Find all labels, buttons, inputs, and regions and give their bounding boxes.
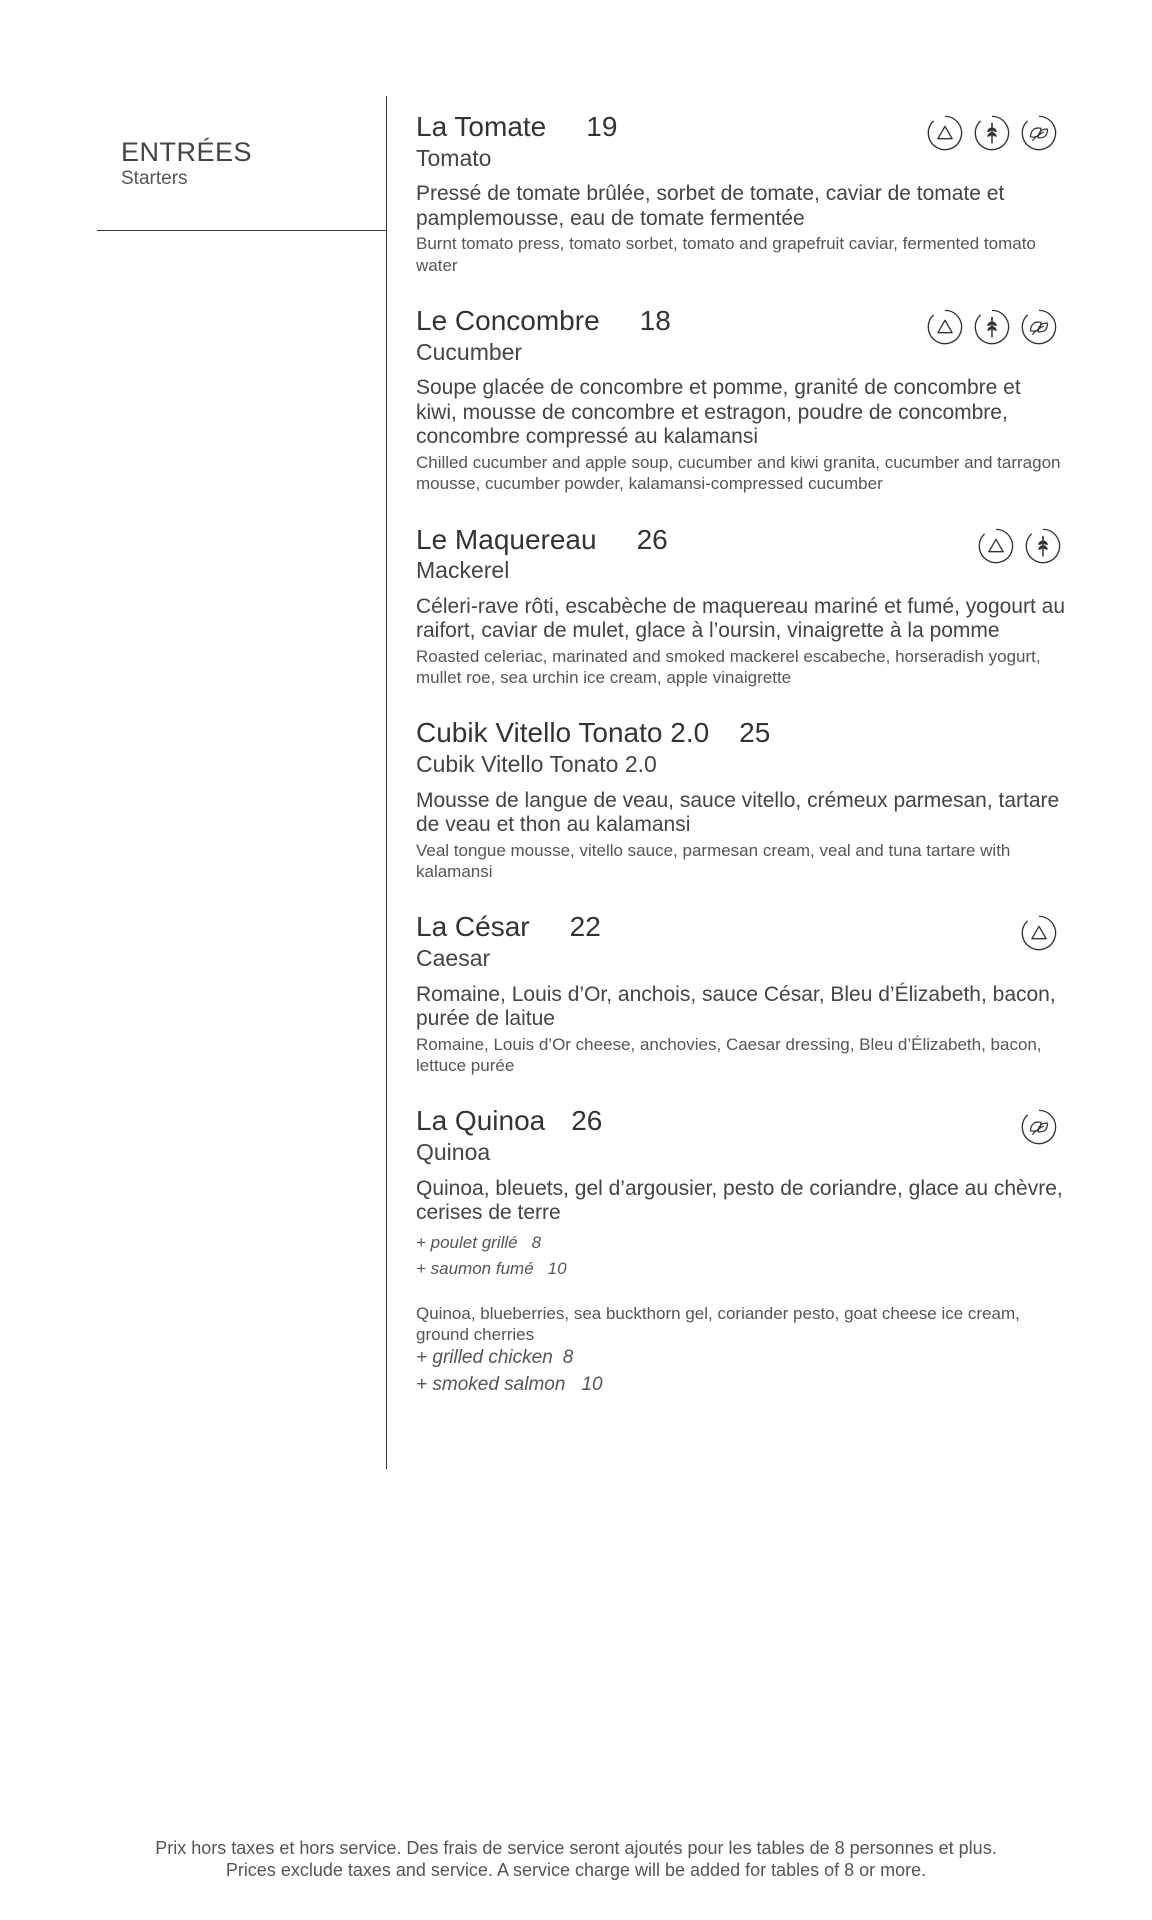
item-description-fr: Céleri-rave rôti, escabèche de maquereau mariné et fumé, yogourt au raifort, caviar de mulet, glace à l’oursin, vinaigrette à la pomme — [416, 594, 1066, 643]
addon-item — [416, 1230, 1066, 1256]
addon-price: 10 — [581, 1373, 603, 1395]
dietary-icons — [926, 114, 1058, 152]
allergen-triangle-icon — [977, 527, 1015, 565]
menu-item — [416, 1104, 1066, 1398]
item-description-en: Chilled cucumber and apple soup, cucumber and kiwi granita, cucumber and tarragon mousse, cucumber powder, kalamansi-compressed cucumber — [416, 453, 1061, 494]
item-name-fr: La César — [416, 911, 530, 943]
item-header — [416, 1104, 1066, 1138]
section-title: ENTRÉES — [121, 137, 253, 167]
item-description-en: Romaine, Louis d’Or cheese, anchovies, Caesar dressing, Bleu d’Élizabeth, bacon, lettuce purée — [416, 1034, 1042, 1076]
item-name-en: Cubik Vitello Tonato 2.0 — [416, 751, 657, 778]
addons-fr — [416, 1230, 1066, 1283]
footer-note — [0, 1838, 1152, 1881]
vegetarian-leaf-icon — [1020, 308, 1058, 346]
item-description-en: Veal tongue mousse, vitello sauce, parmesan cream, veal and tuna tartare with kalamansi — [416, 840, 1011, 882]
item-name-en: Quinoa — [416, 1139, 491, 1165]
item-name-en: Mackerel — [416, 557, 510, 584]
dietary-icons — [1020, 914, 1058, 952]
addon-label: + poulet grillé — [416, 1232, 518, 1252]
item-description-en: Roasted celeriac, marinated and smoked mackerel escabeche, horseradish yogurt, mullet roe, sea urchin ice cream, apple vinaigrette — [416, 646, 1041, 688]
section-divider — [97, 230, 387, 231]
menu-items — [416, 110, 1066, 1426]
item-description-fr: Quinoa, bleuets, gel d’argousier, pesto de coriandre, glace au chèvre, cerises de terre — [416, 1176, 1063, 1225]
addon-label: + grilled chicken — [416, 1347, 553, 1369]
menu-item — [416, 910, 1066, 1076]
item-name-en: Caesar — [416, 945, 491, 972]
item-name-fr: Le Maquereau — [416, 523, 597, 555]
item-price: 18 — [639, 304, 671, 336]
allergen-triangle-icon — [926, 308, 964, 346]
item-description-fr: Romaine, Louis d’Or, anchois, sauce César, Bleu d’Élizabeth, bacon, purée de laitue — [416, 982, 1056, 1031]
item-price: 25 — [739, 717, 771, 749]
addon-label: + saumon fumé — [416, 1259, 534, 1279]
item-name-fr: La Tomate — [416, 111, 547, 142]
addon-price: 10 — [547, 1259, 567, 1279]
item-description-fr: Mousse de langue de veau, sauce vitello, crémeux parmesan, tartare de veau et thon au kalamansi — [416, 788, 1060, 837]
item-price: 26 — [636, 523, 668, 555]
gluten-wheat-icon — [1024, 527, 1062, 565]
vegetarian-leaf-icon — [1020, 114, 1058, 152]
item-header — [416, 523, 1066, 557]
addon-label: + smoked salmon — [416, 1373, 566, 1395]
item-description-en: Burnt tomato press, tomato sorbet, tomato and grapefruit caviar, fermented tomato water — [416, 234, 1036, 275]
item-name-en: Tomato — [416, 144, 492, 171]
addon-item — [416, 1372, 1066, 1399]
item-price: 22 — [569, 911, 601, 943]
footer-line-fr: Prix hors taxes et hors service. Des frais de service seront ajoutés pour les tables de 8 personnes et plus. — [155, 1838, 997, 1858]
item-description-en: Quinoa, blueberries, sea buckthorn gel, coriander pesto, goat cheese ice cream, ground cherries — [416, 1303, 1020, 1344]
section-subtitle: Starters — [121, 168, 188, 190]
addon-item — [416, 1256, 1066, 1282]
item-name-fr: La Quinoa — [416, 1105, 546, 1137]
item-name-fr: Le Concombre — [416, 304, 600, 336]
item-name-fr: Cubik Vitello Tonato 2.0 — [416, 717, 710, 749]
allergen-triangle-icon — [1020, 914, 1058, 952]
addon-price: 8 — [531, 1232, 542, 1252]
dietary-icons — [977, 527, 1062, 565]
menu-item — [416, 110, 1066, 276]
footer-line-en: Prices exclude taxes and service. A service charge will be added for tables of 8 or more. — [225, 1859, 927, 1880]
item-header — [416, 716, 1066, 750]
menu-item — [416, 523, 1066, 689]
allergen-triangle-icon — [926, 114, 964, 152]
vegetarian-leaf-icon — [1020, 1108, 1058, 1146]
item-price: 19 — [586, 111, 618, 142]
item-description-fr: Soupe glacée de concombre et pomme, granité de concombre et kiwi, mousse de concombre et estragon, poudre de concombre, concombre compressé au kalamansi — [416, 376, 1021, 449]
item-name-en: Cucumber — [416, 338, 523, 365]
addons-en — [416, 1345, 1066, 1398]
gluten-wheat-icon — [973, 114, 1011, 152]
addon-item — [416, 1345, 1066, 1372]
dietary-icons — [926, 308, 1058, 346]
item-description-fr: Pressé de tomate brûlée, sorbet de tomate, caviar de tomate et pamplemousse, eau de tomate fermentée — [416, 182, 1005, 230]
gluten-wheat-icon — [973, 308, 1011, 346]
vertical-divider — [386, 96, 387, 1469]
dietary-icons — [1020, 1108, 1058, 1146]
item-price: 26 — [571, 1105, 603, 1137]
menu-item — [416, 304, 1066, 495]
menu-item — [416, 716, 1066, 882]
section-heading — [121, 137, 252, 191]
item-header — [416, 910, 1066, 944]
addon-price: 8 — [562, 1347, 574, 1369]
